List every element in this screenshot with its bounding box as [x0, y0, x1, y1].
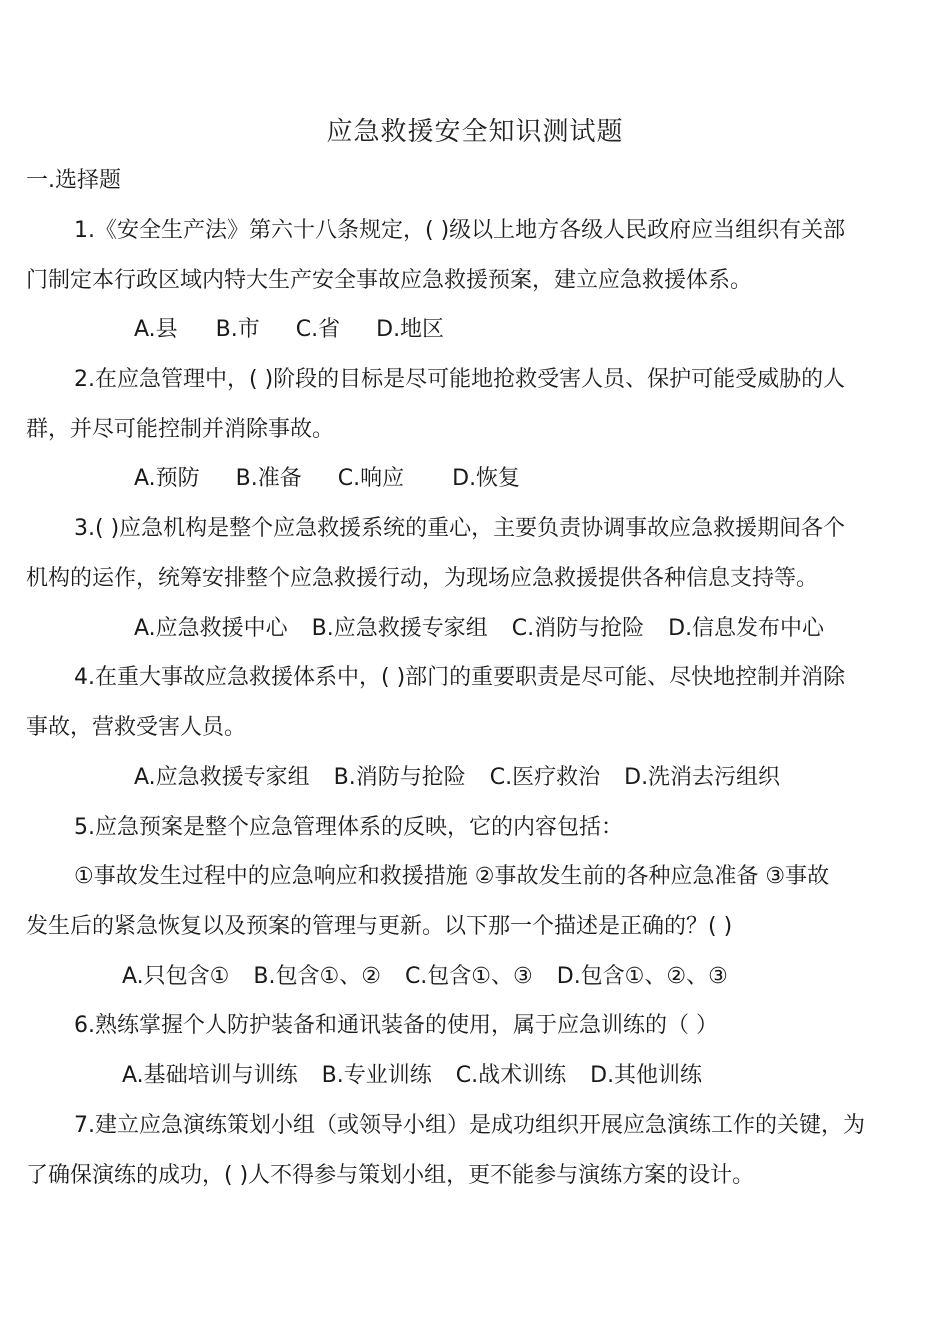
question-7-line-2: 了确保演练的成功，( )人不得参与策划小组，更不能参与演练方案的设计。 — [26, 1163, 755, 1188]
option-c: C.包含①、③ — [404, 964, 533, 989]
option-c: C.战术训练 — [455, 1063, 567, 1088]
option-d: D.信息发布中心 — [668, 616, 825, 641]
option-d: D.包含①、②、③ — [556, 964, 728, 989]
question-2-line-1: 2.在应急管理中，( )阶段的目标是尽可能地抢救受害人员、保护可能受威胁的人 — [74, 367, 846, 392]
question-1-line-2: 门制定本行政区域内特大生产安全事故应急救援预案，建立应急救援体系。 — [26, 268, 753, 293]
question-2-options — [134, 462, 520, 496]
question-2-line-2: 群，并尽可能控制并消除事故。 — [26, 417, 335, 442]
question-4-options — [134, 761, 780, 795]
option-c: C.省 — [295, 317, 341, 342]
option-b: B.专业训练 — [321, 1063, 432, 1088]
question-7-line-1: 7.建立应急演练策划小组（或领导小组）是成功组织开展应急演练工作的关键，为 — [74, 1113, 865, 1138]
option-b: B.准备 — [235, 466, 302, 491]
option-a: A.预防 — [134, 466, 200, 491]
question-1-options — [134, 313, 444, 347]
question-3-line-2: 机构的运作，统筹安排整个应急救援行动，为现场应急救援提供各种信息支持等。 — [26, 566, 819, 591]
option-b: B.应急救援专家组 — [311, 616, 488, 641]
option-c: C.响应 — [337, 466, 405, 491]
question-3-line-1: 3.( )应急机构是整个应急救援系统的重心，主要负责协调事故应急救援期间各个 — [74, 516, 846, 541]
question-4-line-2: 事故，营救受害人员。 — [26, 715, 247, 740]
option-c: C.医疗救治 — [489, 765, 601, 790]
option-a: A.应急救援专家组 — [134, 765, 310, 790]
section-heading: 一.选择题 — [26, 168, 121, 193]
option-a: A.只包含① — [122, 964, 230, 989]
question-3-options — [134, 612, 824, 646]
option-d: D.其他训练 — [590, 1063, 703, 1088]
option-d: D.地区 — [376, 317, 445, 342]
question-1-line-1: 1.《安全生产法》第六十八条规定，( )级以上地方各级人民政府应当组织有关部 — [74, 218, 846, 243]
option-b: B.包含①、② — [253, 964, 381, 989]
option-c: C.消防与抢险 — [511, 616, 645, 641]
option-a: A.应急救援中心 — [134, 616, 288, 641]
option-b: B.市 — [215, 317, 260, 342]
option-d: D.恢复 — [452, 466, 521, 491]
option-d: D.洗消去污组织 — [624, 765, 781, 790]
question-4-line-1: 4.在重大事故应急救援体系中，( )部门的重要职责是尽可能、尽快地控制并消除 — [74, 665, 846, 690]
question-6-options — [122, 1059, 702, 1093]
document-title: 应急救援安全知识测试题 — [326, 117, 624, 147]
option-a: A.县 — [134, 317, 178, 342]
question-5-options — [122, 960, 728, 994]
question-5-line-2: ①事故发生过程中的应急响应和救援措施 ②事故发生前的各种应急准备 ③事故 — [74, 864, 830, 889]
option-a: A.基础培训与训练 — [122, 1063, 298, 1088]
question-6-line-1: 6.熟练掌握个人防护装备和通讯装备的使用，属于应急训练的（ ） — [74, 1013, 718, 1038]
option-b: B.消防与抢险 — [333, 765, 466, 790]
question-5-line-3: 发生后的紧急恢复以及预案的管理与更新。以下那一个描述是正确的？( ) — [26, 914, 733, 939]
question-5-line-1: 5.应急预案是整个应急管理体系的反映，它的内容包括： — [74, 815, 623, 840]
